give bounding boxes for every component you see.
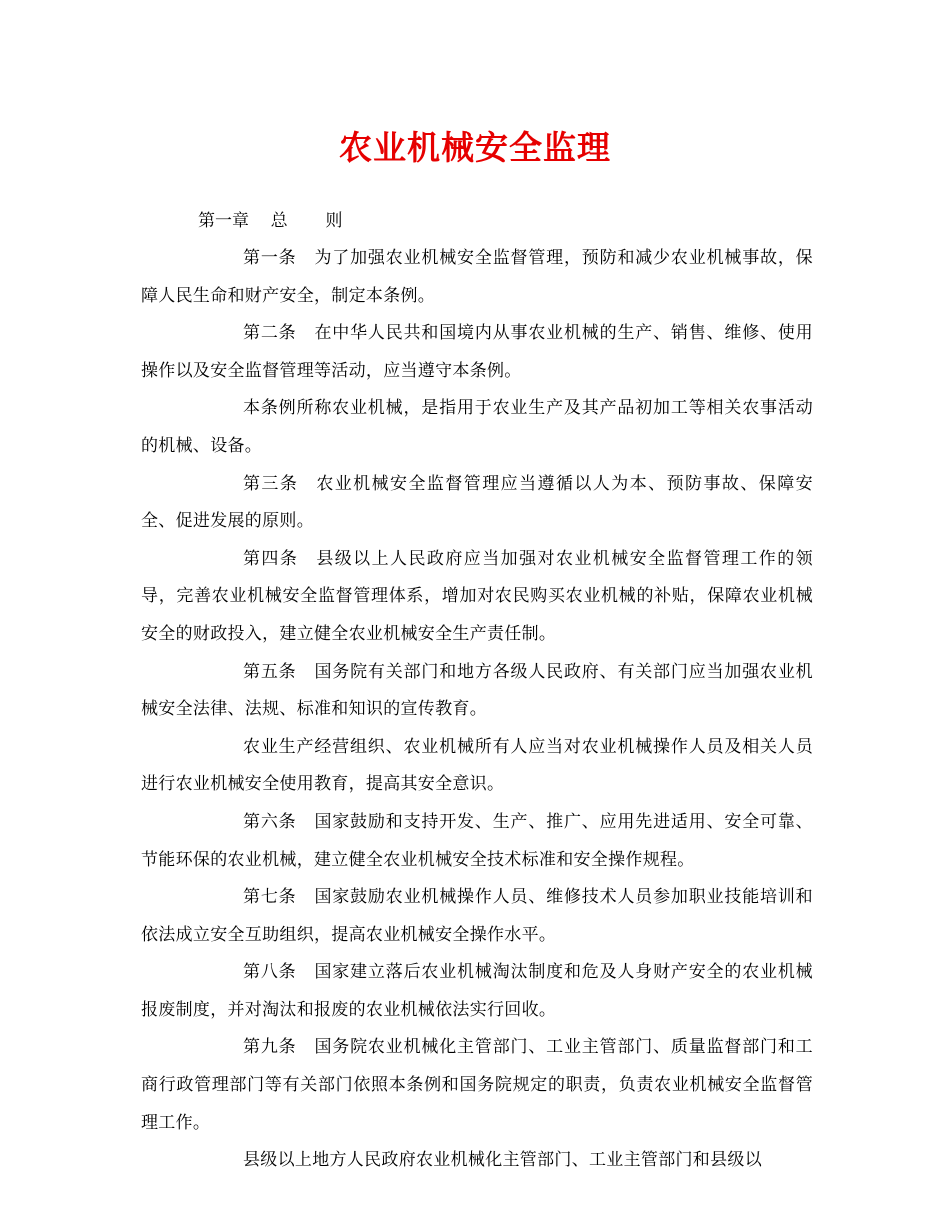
paragraph [141, 541, 813, 654]
paragraph [141, 804, 813, 879]
chapter-heading: 第一章 总 则 [198, 211, 343, 231]
paragraph [141, 954, 813, 1029]
document-body [141, 240, 813, 1180]
paragraph [141, 879, 813, 954]
paragraph [141, 240, 813, 315]
paragraph-text: 国家鼓励农业机械操作人员、维修技术人员参加职业技能培训和依法成立安全互助组织，提高农业机械安全操作水平。 [141, 887, 813, 945]
paragraph-text: 国务院农业机械化主管部门、工业主管部门、质量监督部门和工商行政管理部门等有关部门依照本条例和国务院规定的职责，负责农业机械安全监督管理工作。 [141, 1037, 813, 1133]
paragraph-text: 国家鼓励和支持开发、生产、推广、应用先进适用、安全可靠、节能环保的农业机械，建立健全农业机械安全技术标准和安全操作规程。 [141, 811, 813, 870]
article-number: 第二条 [243, 323, 297, 344]
paragraph [141, 315, 813, 390]
paragraph [141, 1029, 813, 1142]
paragraph-text: 国家建立落后农业机械淘汰制度和危及人身财产安全的农业机械报废制度，并对淘汰和报废的农业机械依法实行回收。 [141, 962, 813, 1020]
paragraph-text: 县级以上地方人民政府农业机械化主管部门、工业主管部门和县级以 [243, 1150, 762, 1171]
document-title: 农业机械安全监理 [339, 128, 611, 167]
paragraph [141, 1142, 813, 1180]
paragraph-text: 本条例所称农业机械，是指用于农业生产及其产品初加工等相关农事活动的机械、设备。 [141, 398, 813, 456]
paragraph-text: 为了加强农业机械安全监督管理，预防和减少农业机械事故，保障人民生命和财产安全，制定本条例。 [141, 248, 813, 306]
paragraph [141, 729, 813, 804]
paragraph-text: 县级以上人民政府应当加强对农业机械安全监督管理工作的领导，完善农业机械安全监督管理体系，增加对农民购买农业机械的补贴，保障农业机械安全的财政投入，建立健全农业机械安全生产责任制。 [141, 548, 813, 644]
article-number: 第六条 [243, 811, 297, 832]
paragraph-text: 在中华人民共和国境内从事农业机械的生产、销售、维修、使用操作以及安全监督管理等活动，应当遵守本条例。 [141, 323, 813, 381]
article-number: 第九条 [243, 1037, 297, 1058]
paragraph [141, 390, 813, 465]
paragraph [141, 466, 813, 541]
article-number: 第八条 [243, 962, 297, 983]
article-number: 第一条 [243, 248, 297, 268]
article-number: 第三条 [243, 473, 299, 494]
paragraph-text: 农业机械安全监督管理应当遵循以人为本、预防事故、保障安全、促进发展的原则。 [141, 473, 813, 532]
article-number: 第五条 [243, 661, 297, 682]
paragraph-text: 国务院有关部门和地方各级人民政府、有关部门应当加强农业机械安全法律、法规、标准和知识的宣传教育。 [141, 661, 813, 720]
paragraph-text: 农业生产经营组织、农业机械所有人应当对农业机械操作人员及相关人员进行农业机械安全使用教育，提高其安全意识。 [141, 736, 813, 795]
article-number: 第七条 [243, 887, 297, 908]
article-number: 第四条 [243, 548, 299, 569]
paragraph [141, 654, 813, 729]
